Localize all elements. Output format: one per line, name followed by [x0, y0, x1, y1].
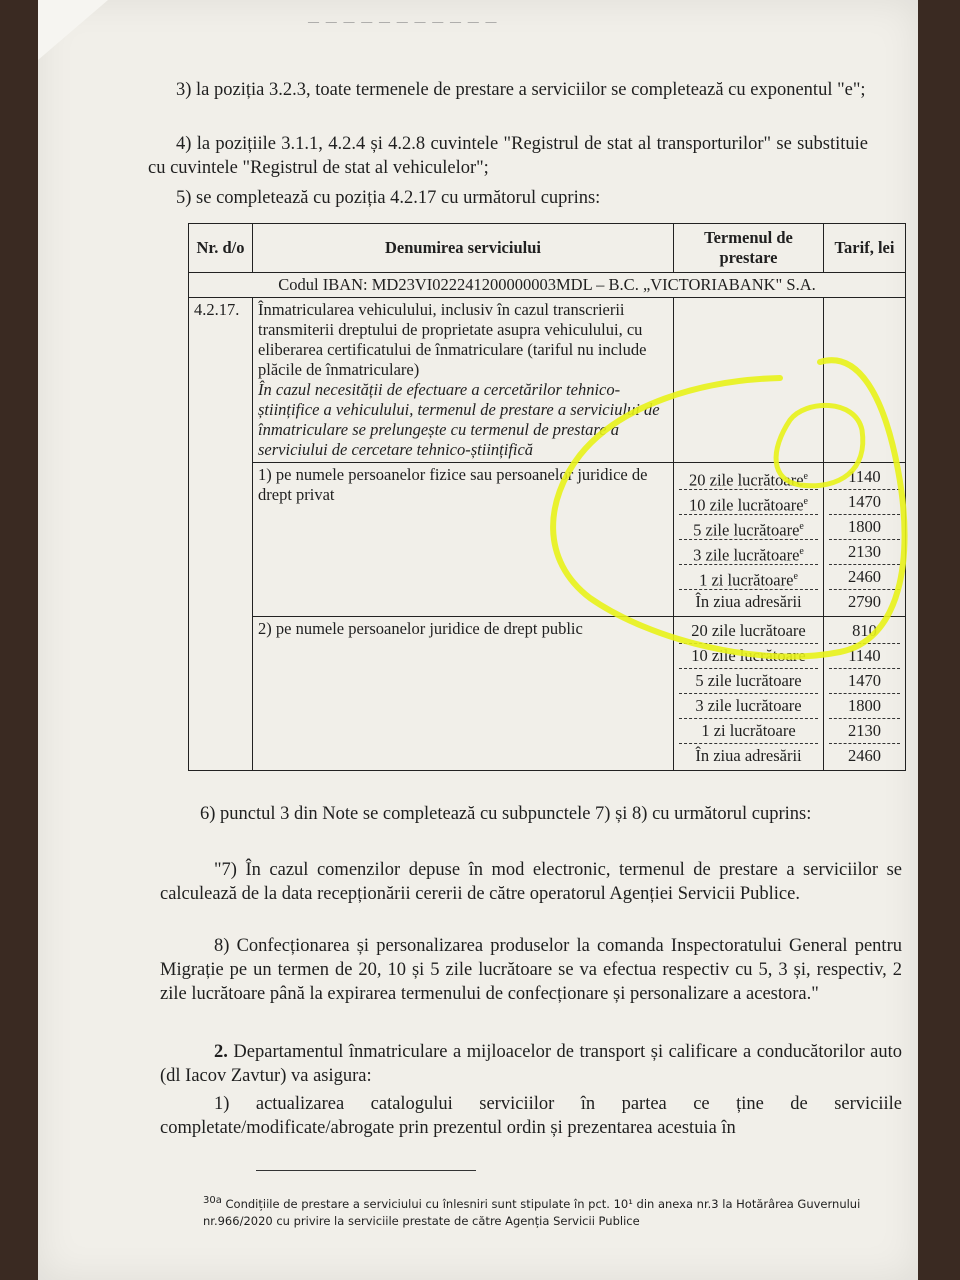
document-page	[38, 0, 918, 1280]
section-2-paragraph	[160, 1040, 902, 1088]
item-5-paragraph: 5) se completează cu poziția 4.2.17 cu următorul cuprins:	[176, 188, 601, 208]
item-3-paragraph	[148, 78, 868, 102]
service-italic-note: În cazul necesității de efectuare a cercetărilor tehnico-științifice a vehiculului, termenul de prestare a serviciului de înmatriculare se prelungește cu termenul de prestare a serviciului de cercetare tehnico-științifică	[258, 380, 660, 459]
section-2-item-1-text: 1) actualizarea catalogului serviciilor în partea ce ține de serviciile completate/modificate/abrogate prin prezentul ordin și prezentarea acestuia în	[160, 1094, 902, 1138]
term-cell: În ziua adresării	[695, 746, 802, 765]
col-header-nr: Nr. d/o	[189, 224, 253, 273]
note-8-paragraph	[160, 934, 902, 1006]
group2-tariffs	[824, 617, 906, 771]
term-text: 1 zi lucrătoare	[699, 570, 794, 590]
sup-mark: e	[799, 521, 804, 532]
header-marks: — — — — — — — — — — —	[308, 16, 499, 28]
section-2-text: Departamentul înmatriculare a mijloacelor de transport și calificare a conducătorilor auto (dl Iacov Zavtur) va asigura:	[160, 1042, 902, 1086]
service-main-text: Înmatricularea vehiculului, inclusiv în cazul transcrierii transmiterii dreptului de proprietate asupra vehiculului, cu eliberarea certificatului de înmatriculare (tariful nu include plăcile de înmatriculare)	[258, 300, 647, 379]
item-6-paragraph	[160, 802, 902, 826]
term-cell	[679, 540, 818, 565]
sub-item-2: 2) pe numele persoanelor juridice de drept public	[253, 617, 674, 771]
item-4-paragraph	[148, 132, 868, 180]
term-cell	[679, 515, 818, 540]
tariff-cell: 1470	[829, 669, 900, 694]
tariff-cell: 810	[829, 619, 900, 644]
sup-mark: e	[803, 496, 808, 507]
term-text: 3 zile lucrătoare	[693, 545, 800, 565]
group2-terms	[674, 617, 824, 771]
note-8-text: 8) Confecționarea și personalizarea produselor la comanda Inspectoratului General pentru Migrație pe un termen de 20, 10 și 5 zile lucrătoare se va efectua respectiv cu 5, 3 și, respectiv, 2 zile lucrătoare până la expirarea termenului de confecționare și personalizare a acestora."	[160, 936, 902, 1004]
row-number: 4.2.17.	[189, 298, 253, 771]
col-header-tariff: Tarif, lei	[824, 224, 906, 273]
term-text: 20 zile lucrătoare	[689, 470, 804, 490]
tariff-cell: 2460	[829, 565, 900, 590]
term-text: 5 zile lucrătoare	[693, 520, 800, 540]
term-cell: 20 zile lucrătoare	[679, 619, 818, 644]
services-table	[188, 223, 906, 771]
tariff-cell: 1800	[829, 694, 900, 719]
col-header-term: Termenul de prestare	[674, 224, 824, 273]
term-cell	[679, 490, 818, 515]
col-header-service: Denumirea serviciului	[253, 224, 674, 273]
tariff-cell: 2130	[829, 540, 900, 565]
term-cell	[679, 565, 818, 590]
tariff-cell: 2460	[848, 746, 881, 765]
item-4-text: 4) la pozițiile 3.1.1, 4.2.4 și 4.2.8 cuvintele "Registrul de stat al transporturilor" se substituie cu cuvintele "Registrul de stat al vehiculelor";	[148, 134, 868, 178]
sup-mark: e	[793, 571, 798, 582]
term-text: În ziua adresării	[695, 592, 802, 611]
term-cell: 5 zile lucrătoare	[679, 669, 818, 694]
term-text: 10 zile lucrătoare	[689, 495, 804, 515]
term-cell: 10 zile lucrătoare	[679, 644, 818, 669]
sub-item-1: 1) pe numele persoanelor fizice sau persoanelor juridice de drept privat	[253, 463, 674, 617]
footnote-text: Condițiile de prestare a serviciului cu înlesniri sunt stipulate în pct. 10¹ din anexa nr.3 la Hotărârea Guvernului nr.966/2020 cu privire la serviciile prestate de către Agenția Servicii Publice	[203, 1196, 861, 1228]
group1-tariffs	[824, 463, 906, 617]
term-cell: 1 zi lucrătoare	[679, 719, 818, 744]
tariff-cell: 2130	[829, 719, 900, 744]
footnote-separator	[256, 1170, 476, 1171]
sup-mark: e	[803, 471, 808, 482]
section-2-number: 2.	[214, 1042, 228, 1062]
group1-terms	[674, 463, 824, 617]
tariff-cell: 1140	[829, 465, 900, 490]
term-cell	[679, 465, 818, 490]
sup-mark: e	[799, 546, 804, 557]
footnote-mark: 30a	[203, 1195, 222, 1206]
note-7-paragraph	[160, 858, 902, 906]
note-7-text: "7) În cazul comenzilor depuse în mod electronic, termenul de prestare a serviciilor se calculează de la data recepționării cererii de către operatorul Agenției Servicii Publice.	[160, 860, 902, 904]
section-2-item-1-paragraph	[160, 1092, 902, 1140]
tariff-cell: 1140	[829, 644, 900, 669]
tariff-cell: 1800	[829, 515, 900, 540]
tariff-empty-cell	[824, 298, 906, 463]
item-3-text: 3) la poziția 3.2.3, toate termenele de prestare a serviciilor se completează cu exponentul "e";	[176, 80, 866, 100]
folded-corner	[38, 0, 108, 60]
tariff-cell: 1470	[829, 490, 900, 515]
footnote	[203, 1192, 908, 1230]
iban-row: Codul IBAN: MD23VI022241200000003MDL – B.C. „VICTORIABANK" S.A.	[189, 273, 906, 298]
item-6-text: 6) punctul 3 din Note se completează cu subpunctele 7) și 8) cu următorul cuprins:	[200, 804, 812, 824]
tariff-cell: 2790	[848, 592, 881, 611]
term-empty-cell	[674, 298, 824, 463]
term-cell: 3 zile lucrătoare	[679, 694, 818, 719]
service-description	[253, 298, 674, 463]
term-cell	[679, 590, 818, 614]
